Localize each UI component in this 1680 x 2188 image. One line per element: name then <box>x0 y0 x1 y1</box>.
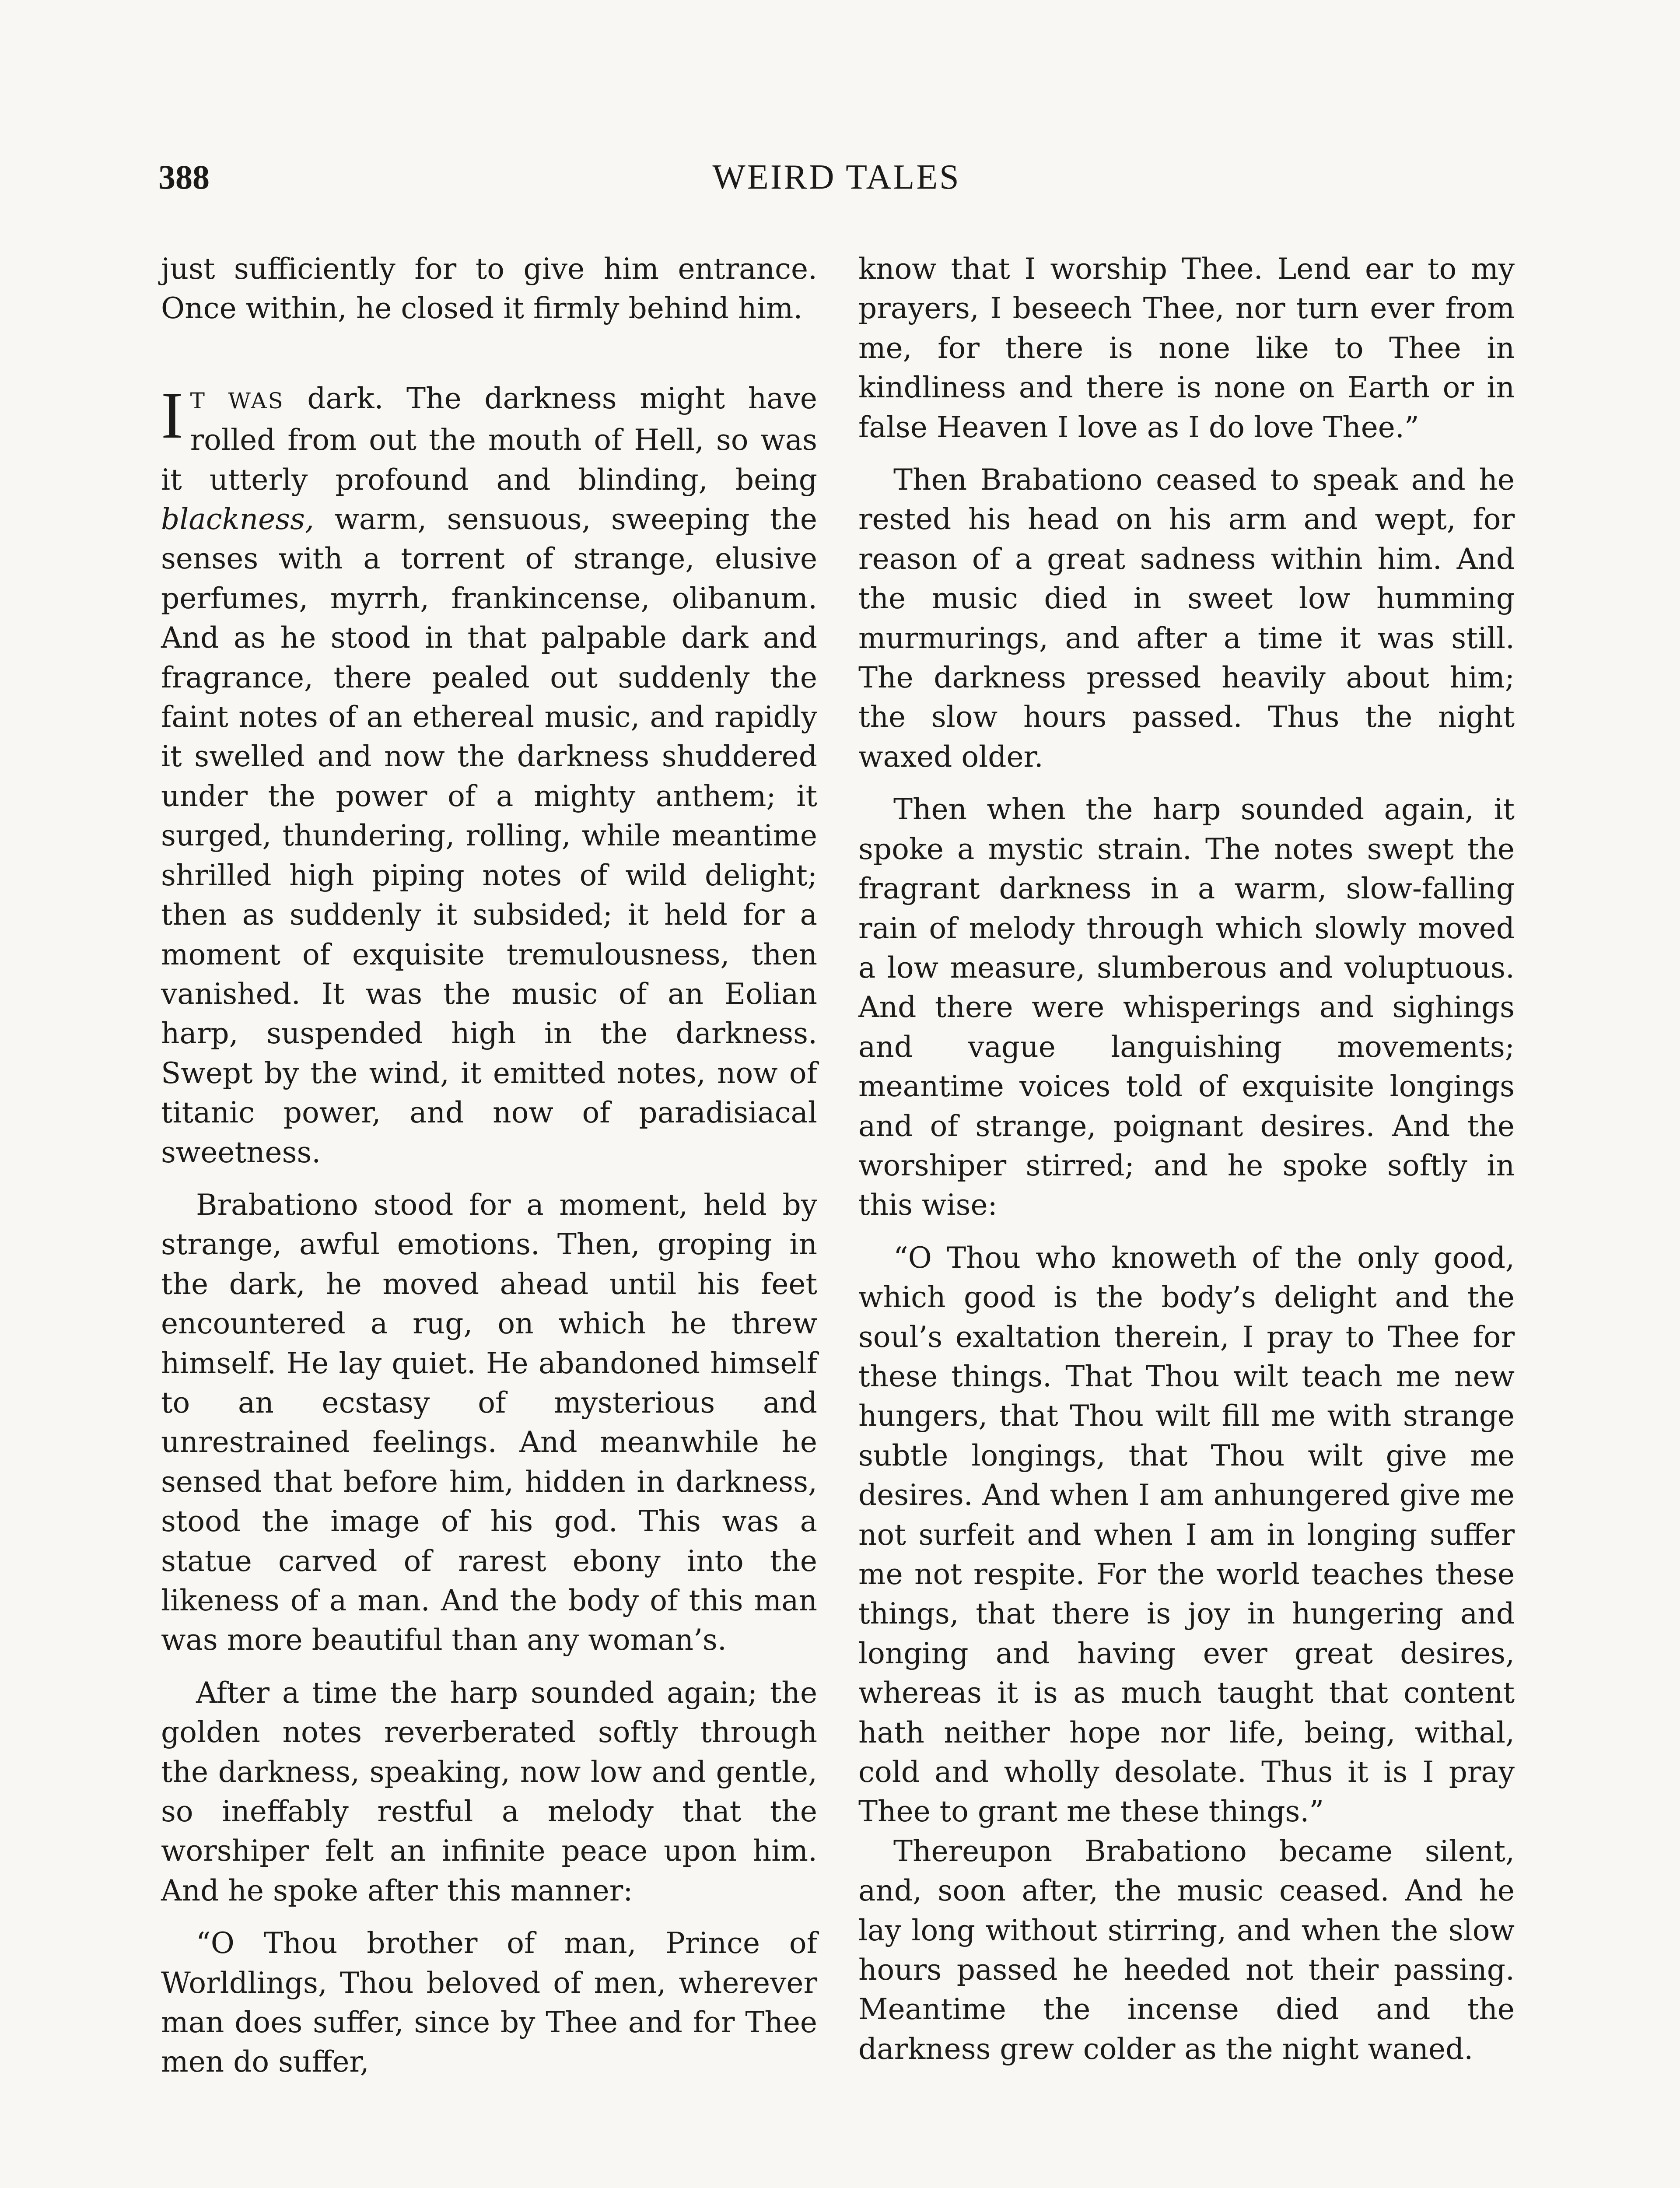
paragraph: After a time the harp sounded again; the golden notes reverberated softly through the darkness, speaking, now low and gentle, so ineffably restful a melody that the worshiper felt an infinite peace upon him. And he spoke after this manner: <box>161 1676 817 1907</box>
italic-word: blackness, <box>161 502 314 536</box>
right-column <box>858 249 1515 2069</box>
paragraph-text: warm, sensuous, sweeping the senses with a torrent of strange, elusive perfumes, myrrh, frankincense, olibanum. And as he stood in that palpable dark and fragrance, there pealed out suddenly the faint notes of an ethereal music, and rapidly it swelled and now the darkness shuddered under the power of a mighty anthem; it surged, thundering, rolling, while meantime shrilled high piping notes of wild delight; then as suddenly it subsided; it held for a moment of exquisite tremulousness, then vanished. It was the music of an Eolian harp, suspended high in the darkness. Swept by the wind, it emitted notes, now of titanic power, and now of paradisiacal sweetness. <box>161 502 817 1169</box>
paragraph: know that I worship Thee. Lend ear to my prayers, I beseech Thee, nor turn ever from me, for there is none like to Thee in kindliness and there is none on Earth or in false Heaven I love as I do love Thee.” <box>858 252 1515 444</box>
page-header <box>158 158 1515 214</box>
paragraph: just sufficiently for to give him entrance. Once within, he closed it firmly behind him. <box>161 252 817 326</box>
drop-cap: I <box>161 378 183 452</box>
paragraph: Thereupon Brabationo became silent, and, soon after, the music ceased. And he lay long without stirring, and when the slow hours passed he heeded not their passing. Meantime the incense died and the darkness grew colder as the night waned. <box>858 1834 1515 2066</box>
paragraph-text: dark. The darkness might have rolled from out the mouth of Hell, so was it utterly profound and blinding, being <box>161 381 817 497</box>
paragraph: “O Thou brother of man, Prince of Worldlings, Thou beloved of men, wherever man does suffer, since by Thee and for Thee men do suffer, <box>161 1926 817 2079</box>
paragraph: “O Thou who knoweth of the only good, which good is the body’s delight and the soul’s exaltation therein, I pray to Thee for these things. That Thou wilt teach me new hungers, that Thou wilt fill me with strange subtle longings, that Thou wilt give me desires. And when I am anhungered give me not surfeit and when I am in longing suffer me not respite. For the world teaches these things, that there is joy in hungering and longing and having ever great desires, whereas it is as much taught that content hath neither hope nor life, being, withal, cold and wholly desolate. Thus it is I pray Thee to grant me these things.” <box>858 1241 1515 1829</box>
page-number: 388 <box>158 158 210 196</box>
running-title: WEIRD TALES <box>712 158 961 196</box>
paragraph: Then when the harp sounded again, it spoke a mystic strain. The notes swept the fragrant darkness in a warm, slow-falling rain of melody through which slowly moved a low measure, slumberous and voluptuous. And there were whisperings and sighings and vague languishing movements; meantime voices told of exquisite longings and of strange, poignant desires. And the worshiper stirred; and he spoke softly in this wise: <box>858 792 1515 1222</box>
section-opening-paragraph <box>161 379 817 1172</box>
paragraph: Brabationo stood for a moment, held by strange, awful emotions. Then, groping in the dark, he moved ahead until his feet encountered a rug, on which he threw himself. He lay quiet. He abandoned himself to an ecstasy of mysterious and unrestrained feelings. And meanwhile he sensed that before him, hidden in darkness, stood the image of his god. This was a statue carved of rarest ebony into the likeness of a man. And the body of this man was more beautiful than any woman’s. <box>161 1188 817 1657</box>
left-column <box>161 249 817 2082</box>
small-caps-opening: T WAS <box>190 388 284 414</box>
paragraph: Then Brabationo ceased to speak and he rested his head on his arm and wept, for reason of a great sadness within him. And the music died in sweet low humming murmurings, and after a time it was still. The darkness pressed heavily about him; the slow hours passed. Thus the night waxed older. <box>858 463 1515 774</box>
